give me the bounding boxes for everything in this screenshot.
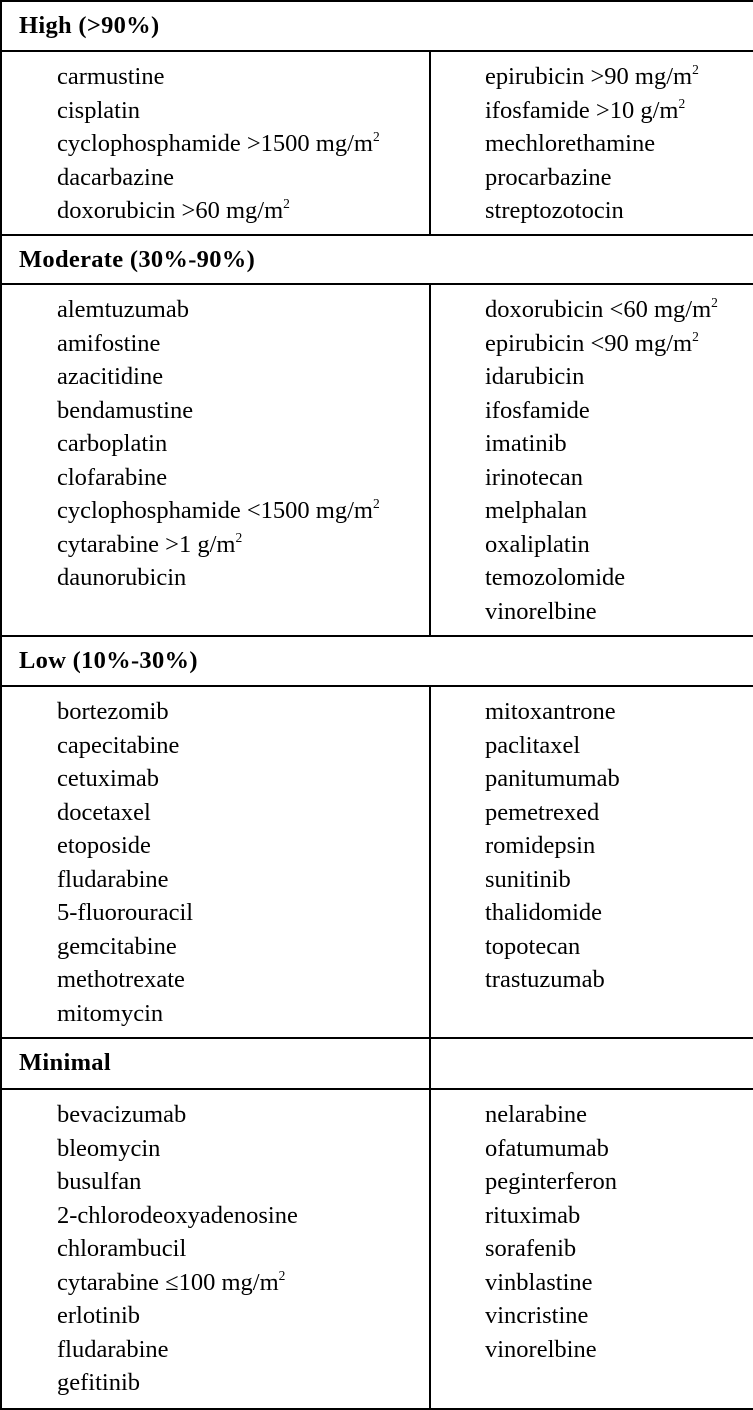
drug-item xyxy=(57,1333,429,1367)
unit-superscript: 2 xyxy=(372,128,380,144)
section-body-row-moderate xyxy=(1,284,753,636)
drug-item xyxy=(485,796,753,830)
drug-item xyxy=(57,327,429,361)
drug-item xyxy=(57,1266,429,1300)
section-body-row-minimal xyxy=(1,1089,753,1409)
drug-name: epirubicin >90 mg/m xyxy=(485,63,693,90)
drug-name: vincristine xyxy=(485,1302,589,1329)
drug-item xyxy=(57,360,429,394)
drug-item xyxy=(57,528,429,562)
drug-item xyxy=(485,896,753,930)
unit-superscript: 2 xyxy=(711,294,718,310)
drug-name: mechlorethamine xyxy=(485,130,656,157)
drug-name: dacarbazine xyxy=(57,163,174,191)
drug-item xyxy=(485,60,753,94)
drug-name: cytarabine >1 g/m xyxy=(57,530,236,558)
drug-name: oxaliplatin xyxy=(485,530,590,558)
drug-name: fludarabine xyxy=(57,865,169,893)
drug-item xyxy=(485,461,753,495)
drug-item xyxy=(485,327,753,361)
drug-item xyxy=(57,762,429,796)
drug-item xyxy=(57,1199,429,1233)
drug-name: daunorubicin xyxy=(57,564,187,591)
drug-item xyxy=(57,997,429,1031)
drug-item xyxy=(485,127,753,161)
drug-name: topotecan xyxy=(485,932,581,960)
drug-name: cetuximab xyxy=(57,765,160,792)
drug-name: bevacizumab xyxy=(57,1101,187,1128)
drug-item xyxy=(57,1299,429,1333)
drug-name: peginterferon xyxy=(485,1168,617,1195)
drug-item xyxy=(485,1098,753,1132)
drug-item xyxy=(485,1232,753,1266)
drug-name: carboplatin xyxy=(57,430,168,457)
drug-name: vinorelbine xyxy=(485,1335,597,1363)
section-body-row-low xyxy=(1,686,753,1038)
section-header-row-high xyxy=(1,1,753,51)
drug-item xyxy=(57,963,429,997)
drug-item xyxy=(485,1132,753,1166)
drug-name: melphalan xyxy=(485,497,588,524)
drug-name: cyclophosphamide <1500 mg/m xyxy=(57,497,373,524)
drug-item xyxy=(485,161,753,195)
drug-name: procarbazine xyxy=(485,163,612,191)
drug-name: azacitidine xyxy=(57,363,164,390)
drug-name: methotrexate xyxy=(57,966,185,993)
drug-item xyxy=(57,194,429,228)
unit-superscript: 2 xyxy=(692,328,699,344)
drug-name: 2-chlorodeoxyadenosine xyxy=(57,1201,298,1229)
drug-item xyxy=(485,829,753,863)
drug-item xyxy=(485,1165,753,1199)
drug-list-left-high xyxy=(1,51,430,235)
drug-name: imatinib xyxy=(485,430,567,457)
drug-name: sunitinib xyxy=(485,865,571,893)
drug-item xyxy=(57,1165,429,1199)
drug-item xyxy=(485,930,753,964)
drug-item xyxy=(57,427,429,461)
drug-name: idarubicin xyxy=(485,363,585,390)
drug-item xyxy=(57,695,429,729)
drug-item xyxy=(485,194,753,228)
drug-item xyxy=(485,293,753,327)
drug-name: cisplatin xyxy=(57,96,141,124)
section-header-empty-cell xyxy=(430,1038,753,1089)
drug-item xyxy=(57,863,429,897)
drug-item xyxy=(57,561,429,595)
drug-name: doxorubicin >60 mg/m xyxy=(57,197,284,224)
drug-list-right-high xyxy=(430,51,753,235)
drug-name: gemcitabine xyxy=(57,932,177,960)
drug-name: erlotinib xyxy=(57,1302,141,1329)
drug-item xyxy=(57,293,429,327)
drug-item xyxy=(485,427,753,461)
drug-item xyxy=(485,494,753,528)
drug-item xyxy=(485,963,753,997)
drug-item xyxy=(57,494,429,528)
drug-item xyxy=(57,161,429,195)
drug-name: carmustine xyxy=(57,63,165,90)
drug-item xyxy=(485,528,753,562)
drug-name: trastuzumab xyxy=(485,966,605,993)
unit-superscript: 2 xyxy=(372,495,380,511)
drug-item xyxy=(485,863,753,897)
drug-item xyxy=(57,796,429,830)
drug-name: paclitaxel xyxy=(485,731,581,759)
drug-name: panitumumab xyxy=(485,765,620,792)
drug-name: romidepsin xyxy=(485,832,596,859)
drug-name: vinorelbine xyxy=(485,597,597,625)
drug-name: sorafenib xyxy=(485,1235,577,1262)
drug-item xyxy=(485,762,753,796)
drug-name: ifosfamide >10 g/m xyxy=(485,96,679,124)
drug-name: cyclophosphamide >1500 mg/m xyxy=(57,130,373,157)
drug-name: thalidomide xyxy=(485,899,603,926)
unit-superscript: 2 xyxy=(235,529,243,545)
drug-name: nelarabine xyxy=(485,1101,588,1128)
drug-name: busulfan xyxy=(57,1168,142,1195)
drug-name: ofatumumab xyxy=(485,1134,609,1162)
drug-name: alemtuzumab xyxy=(57,296,189,323)
section-title-high: High (>90%) xyxy=(1,1,753,51)
drug-item xyxy=(485,561,753,595)
drug-item xyxy=(485,1266,753,1300)
drug-name: ifosfamide xyxy=(485,396,590,424)
drug-item xyxy=(485,695,753,729)
drug-name: epirubicin <90 mg/m xyxy=(485,329,693,357)
unit-superscript: 2 xyxy=(692,61,699,77)
drug-name: bleomycin xyxy=(57,1134,161,1162)
drug-list-right-moderate xyxy=(430,284,753,636)
drug-item xyxy=(485,1299,753,1333)
section-title-moderate: Moderate (30%-90%) xyxy=(1,235,753,284)
unit-superscript: 2 xyxy=(678,95,686,111)
drug-item xyxy=(57,94,429,128)
section-title-low: Low (10%-30%) xyxy=(1,636,753,686)
drug-item xyxy=(57,1098,429,1132)
drug-name: cytarabine ≤100 mg/m xyxy=(57,1268,279,1296)
drug-name: bortezomib xyxy=(57,698,169,725)
drug-item xyxy=(57,60,429,94)
drug-list-left-minimal xyxy=(1,1089,430,1409)
drug-name: streptozotocin xyxy=(485,197,624,224)
section-title-minimal: Minimal xyxy=(1,1038,430,1089)
drug-name: vinblastine xyxy=(485,1268,593,1296)
drug-name: 5-fluorouracil xyxy=(57,899,194,926)
unit-superscript: 2 xyxy=(278,1267,286,1283)
drug-item xyxy=(57,394,429,428)
drug-name: fludarabine xyxy=(57,1335,169,1363)
drug-list-right-low xyxy=(430,686,753,1038)
drug-item xyxy=(485,729,753,763)
drug-item xyxy=(57,127,429,161)
drug-name: mitoxantrone xyxy=(485,698,616,725)
section-header-row-moderate xyxy=(1,235,753,284)
drug-name: capecitabine xyxy=(57,731,180,759)
drug-item xyxy=(485,1333,753,1367)
section-header-row-low xyxy=(1,636,753,686)
drug-name: irinotecan xyxy=(485,463,583,491)
drug-list-left-moderate xyxy=(1,284,430,636)
drug-name: chlorambucil xyxy=(57,1235,187,1262)
drug-item xyxy=(57,461,429,495)
drug-name: docetaxel xyxy=(57,798,151,826)
drug-item xyxy=(57,930,429,964)
drug-list-right-minimal xyxy=(430,1089,753,1409)
section-header-row-minimal xyxy=(1,1038,753,1089)
drug-item xyxy=(485,1199,753,1233)
drug-item xyxy=(485,94,753,128)
drug-name: amifostine xyxy=(57,329,161,357)
drug-name: etoposide xyxy=(57,832,151,859)
drug-item xyxy=(57,1132,429,1166)
drug-item xyxy=(57,829,429,863)
drug-name: temozolomide xyxy=(485,564,626,591)
drug-name: mitomycin xyxy=(57,999,164,1027)
drug-item xyxy=(57,1366,429,1400)
drug-name: bendamustine xyxy=(57,396,194,424)
drug-name: rituximab xyxy=(485,1201,581,1229)
unit-superscript: 2 xyxy=(283,195,290,211)
drug-item xyxy=(485,360,753,394)
drug-item xyxy=(57,1232,429,1266)
drug-name: clofarabine xyxy=(57,463,168,491)
drug-name: gefitinib xyxy=(57,1369,141,1396)
drug-item xyxy=(485,595,753,629)
drug-item xyxy=(57,729,429,763)
drug-name: doxorubicin <60 mg/m xyxy=(485,296,712,323)
drug-item xyxy=(485,394,753,428)
drug-item xyxy=(57,896,429,930)
section-body-row-high xyxy=(1,51,753,235)
drug-list-left-low xyxy=(1,686,430,1038)
drug-name: pemetrexed xyxy=(485,798,600,826)
